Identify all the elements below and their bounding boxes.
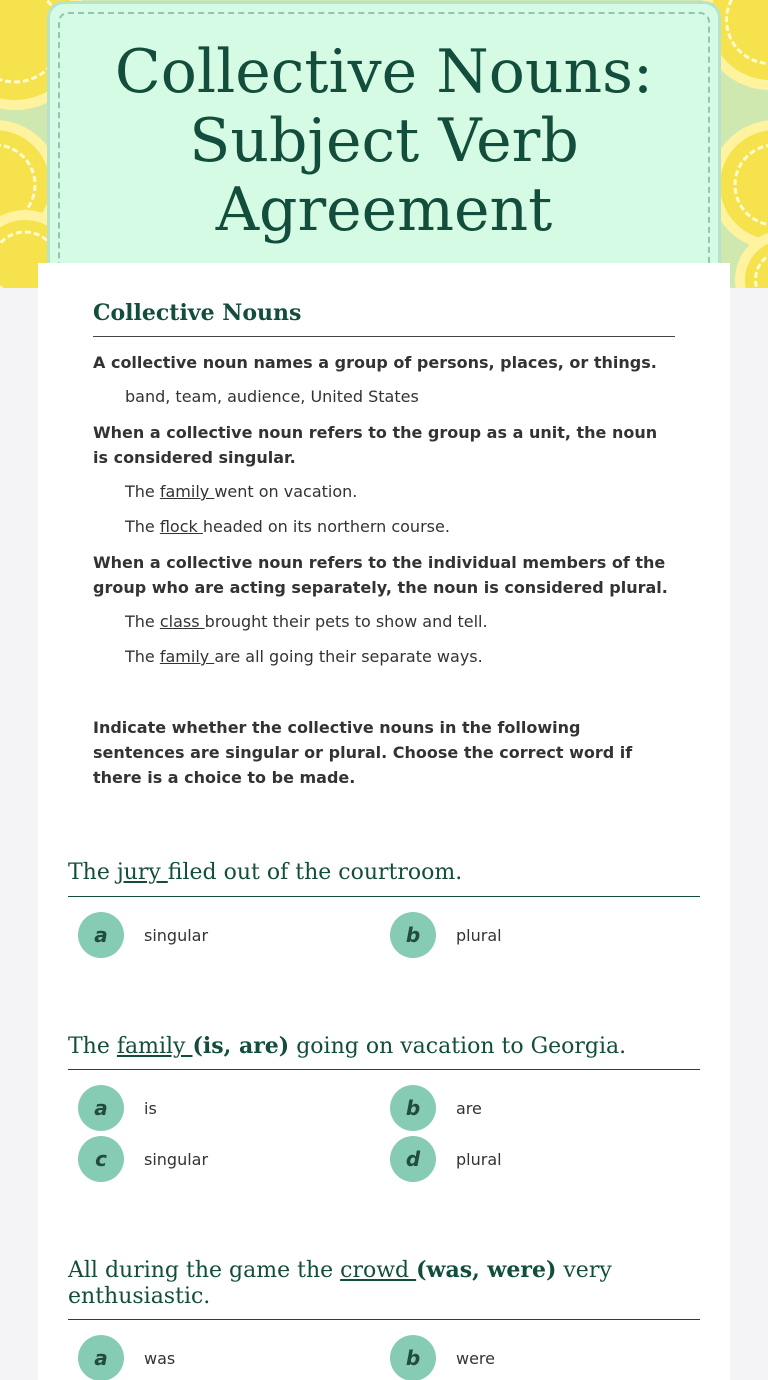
plural-rule: When a collective noun refers to the individual members of the group who are acting separately, the noun is considered plural. [93,553,668,597]
singular-rule: When a collective noun refers to the group as a unit, the noun is considered singular. [93,423,658,467]
definition-text: A collective noun names a group of persons, places, or things. [93,353,657,372]
option-label: were [456,1348,495,1368]
answer-option-a[interactable] [78,912,208,958]
question-pre: The [68,860,117,885]
section-heading: Collective Nouns [93,300,675,337]
example-post: headed on its northern course. [202,517,450,536]
option-letter-badge: b [390,1335,436,1380]
question-pre: The [68,1034,117,1059]
example-post: brought their pets to show and tell. [204,612,488,631]
question-noun: jury [116,860,168,885]
option-letter-badge: b [390,1085,436,1131]
title-line: Agreement [215,175,553,245]
title-line: Collective Nouns: [114,37,654,107]
option-label: singular [144,925,209,945]
question-noun: family [116,1034,193,1059]
question-prompt [68,1033,700,1060]
lemon-decoration [710,120,768,250]
question-prompt [68,1257,700,1310]
question-pre: All during the game the [68,1258,341,1283]
question-divider [68,1319,700,1320]
page-title [50,38,718,245]
question-post: going on vacation to Georgia. [289,1034,627,1059]
instructions-text: Indicate whether the collective nouns in the following sentences are singular or plural. Choose the correct word if there is a choice to be made. [93,718,633,787]
example-noun: flock [159,517,203,536]
question-choice: (is, are) [192,1033,290,1059]
option-letter-badge: b [390,912,436,958]
question-noun: crowd [340,1258,417,1283]
examples-list: band, team, audience, United States [125,387,419,406]
option-letter-badge: a [78,1335,124,1380]
example-sentence [125,647,483,667]
example-sentence [125,482,357,502]
option-letter-badge: a [78,1085,124,1131]
question-divider [68,896,700,897]
example-pre: The [125,482,160,501]
option-label: are [456,1098,482,1118]
answer-option-b[interactable] [390,1335,495,1380]
option-letter-badge: c [78,1136,124,1182]
example-pre: The [125,647,160,666]
answer-option-b[interactable] [390,1085,482,1131]
option-label: is [144,1098,157,1118]
answer-option-a[interactable] [78,1085,157,1131]
option-label: singular [144,1149,209,1169]
example-post: are all going their separate ways. [214,647,483,666]
option-letter-badge: a [78,912,124,958]
answer-option-d[interactable] [390,1136,502,1182]
example-noun: family [159,647,215,666]
example-noun: family [159,482,215,501]
answer-option-b[interactable] [390,912,502,958]
option-letter-badge: d [390,1136,436,1182]
question-post: filed out of the courtroom. [167,860,463,885]
example-sentence [125,612,488,632]
example-post: went on vacation. [214,482,358,501]
question-choice: (was, were) [416,1257,557,1283]
answer-option-a[interactable] [78,1335,175,1380]
option-label: plural [456,925,502,945]
example-noun: class [159,612,205,631]
question-prompt [68,860,700,886]
example-pre: The [125,612,160,631]
option-label: was [144,1348,176,1368]
option-label: plural [456,1149,502,1169]
title-line: Subject Verb [189,106,579,176]
example-sentence [125,517,450,537]
question-post: very enthusiastic. [68,1258,612,1309]
example-pre: The [125,517,160,536]
answer-option-c[interactable] [78,1136,208,1182]
question-divider [68,1069,700,1070]
